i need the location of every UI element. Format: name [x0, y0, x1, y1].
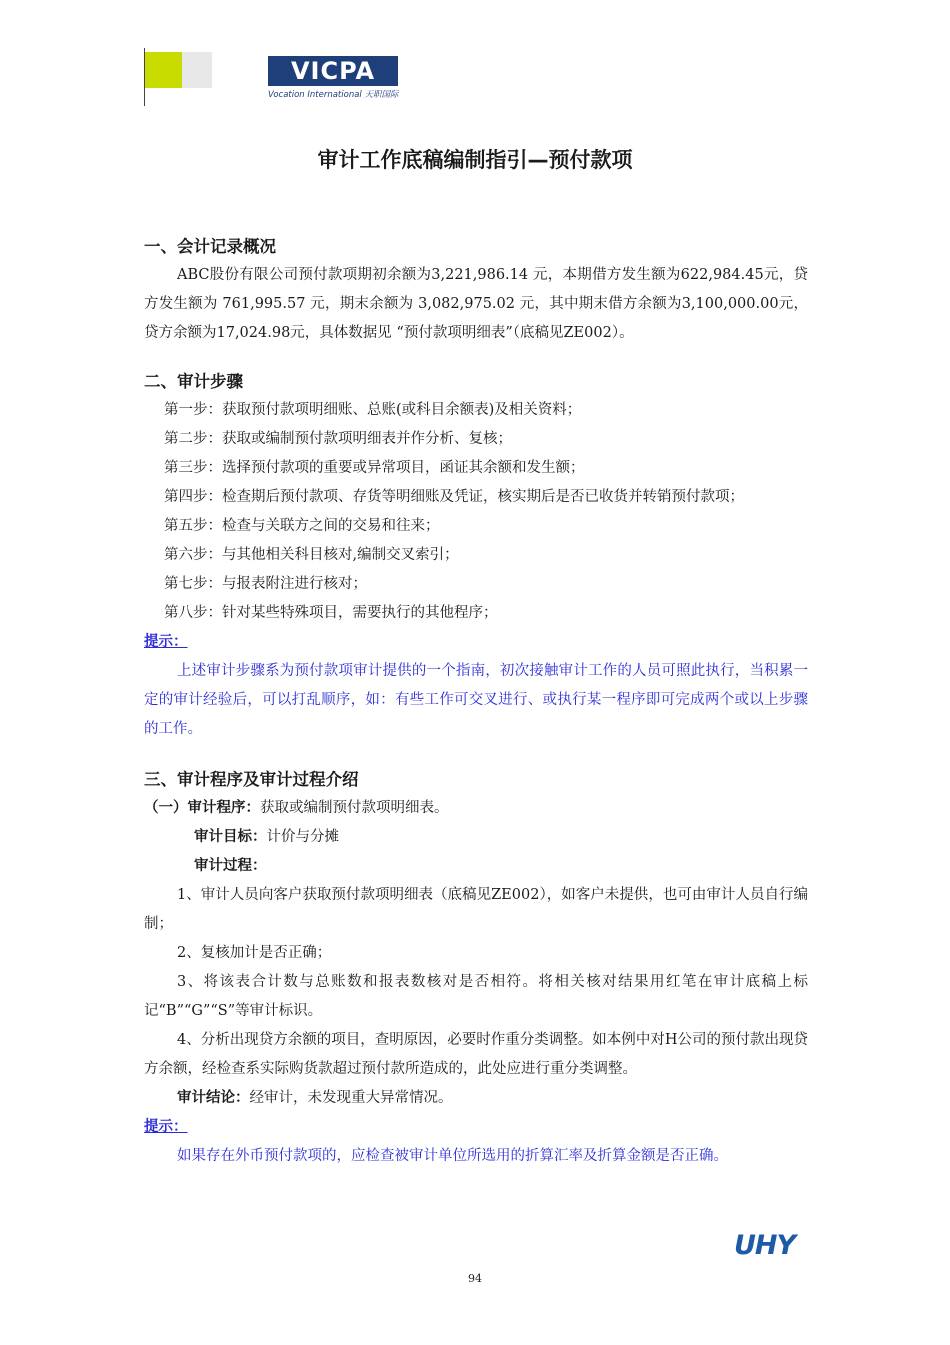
process-item: 4、分析出现贷方余额的项目，查明原因，必要时作重分类调整。如本例中对H公司的预付款出现贷方余额，经检查系实际购货款超过预付款所造成的，此处应进行重分类调整。 — [144, 1032, 808, 1077]
page-header — [0, 0, 950, 130]
tip-text: 上述审计步骤系为预付款项审计提供的一个指南，初次接触审计工作的人员可照此执行，当积累一定的审计经验后，可以打乱顺序，如：有些工作可交叉进行、或执行某一程序即可完成两个或以上步骤的工作。 — [144, 663, 808, 737]
step-item: 第八步：针对某些特殊项目，需要执行的其他程序； — [164, 605, 498, 621]
step-item: 第五步：检查与关联方之间的交易和往来； — [164, 518, 440, 534]
conclusion-value: 经审计，未发现重大异常情况。 — [249, 1090, 453, 1106]
process-label: 审计过程： — [194, 858, 267, 874]
page-number: 94 — [468, 1272, 482, 1285]
step-item: 第七步：与报表附注进行核对； — [164, 576, 367, 592]
section-2-heading: 二、审计步骤 — [144, 372, 243, 391]
conclusion-label: 审计结论： — [177, 1090, 250, 1106]
conclusion-line — [144, 1084, 808, 1113]
document-title: 审计工作底稿编制指引—预付款项 — [317, 148, 633, 172]
uhy-logo: UHY — [734, 1230, 796, 1261]
step-item: 第一步：获取预付款项明细账、总账(或科目余额表)及相关资料； — [164, 402, 582, 418]
section-1-paragraph: ABC股份有限公司预付款项期初余额为3,221,986.14 元，本期借方发生额为622,984.45元，贷方发生额为 761,995.57 元，期末余额为 3,082,975.02 元，其中期末借方余额为3,100,000.00元，贷方余额为17,024.98元，具体数据见 “预付款项明细表”（底稿见ZE002）。 — [144, 267, 808, 341]
goal-label: 审计目标： — [194, 829, 267, 845]
process-item: 1、审计人员向客户获取预付款项明细表（底稿见ZE002），如客户未提供，也可由审计人员自行编制； — [144, 887, 808, 932]
section-3-heading: 三、审计程序及审计过程介绍 — [144, 770, 359, 789]
procedure-label: （一）审计程序： — [144, 800, 260, 816]
step-item: 第四步：检查期后预付款项、存货等明细账及凭证，核实期后是否已收货并转销预付款项； — [164, 489, 744, 505]
process-line — [144, 852, 808, 881]
procedure-value: 获取或编制预付款项明细表。 — [260, 800, 449, 816]
tip-label: 提示： — [144, 1119, 188, 1135]
tip-label: 提示： — [144, 634, 188, 650]
process-item: 2、复核加计是否正确； — [177, 945, 332, 961]
step-item: 第六步：与其他相关科目核对,编制交叉索引； — [164, 547, 459, 563]
section-1-heading: 一、会计记录概况 — [144, 237, 276, 256]
grey-accent-block — [182, 52, 212, 88]
vicpa-logo-subtitle: Vocation International 天职国际 — [268, 90, 399, 100]
step-item: 第二步：获取或编制预付款项明细表并作分析、复核； — [164, 431, 512, 447]
goal-value: 计价与分摊 — [266, 829, 339, 845]
step-item: 第三步：选择预付款项的重要或异常项目，函证其余额和发生额； — [164, 460, 585, 476]
vicpa-logo: VICPA — [268, 56, 398, 86]
procedure-line — [144, 794, 808, 823]
green-accent-block — [145, 52, 182, 88]
goal-line — [144, 823, 808, 852]
tip-text: 如果存在外币预付款项的，应检查被审计单位所选用的折算汇率及折算金额是否正确。 — [177, 1148, 728, 1164]
document-body — [144, 232, 808, 1171]
process-item: 3、将该表合计数与总账数和报表数核对是否相符。将相关核对结果用红笔在审计底稿上标记“B”“G”“S”等审计标识。 — [144, 974, 808, 1019]
